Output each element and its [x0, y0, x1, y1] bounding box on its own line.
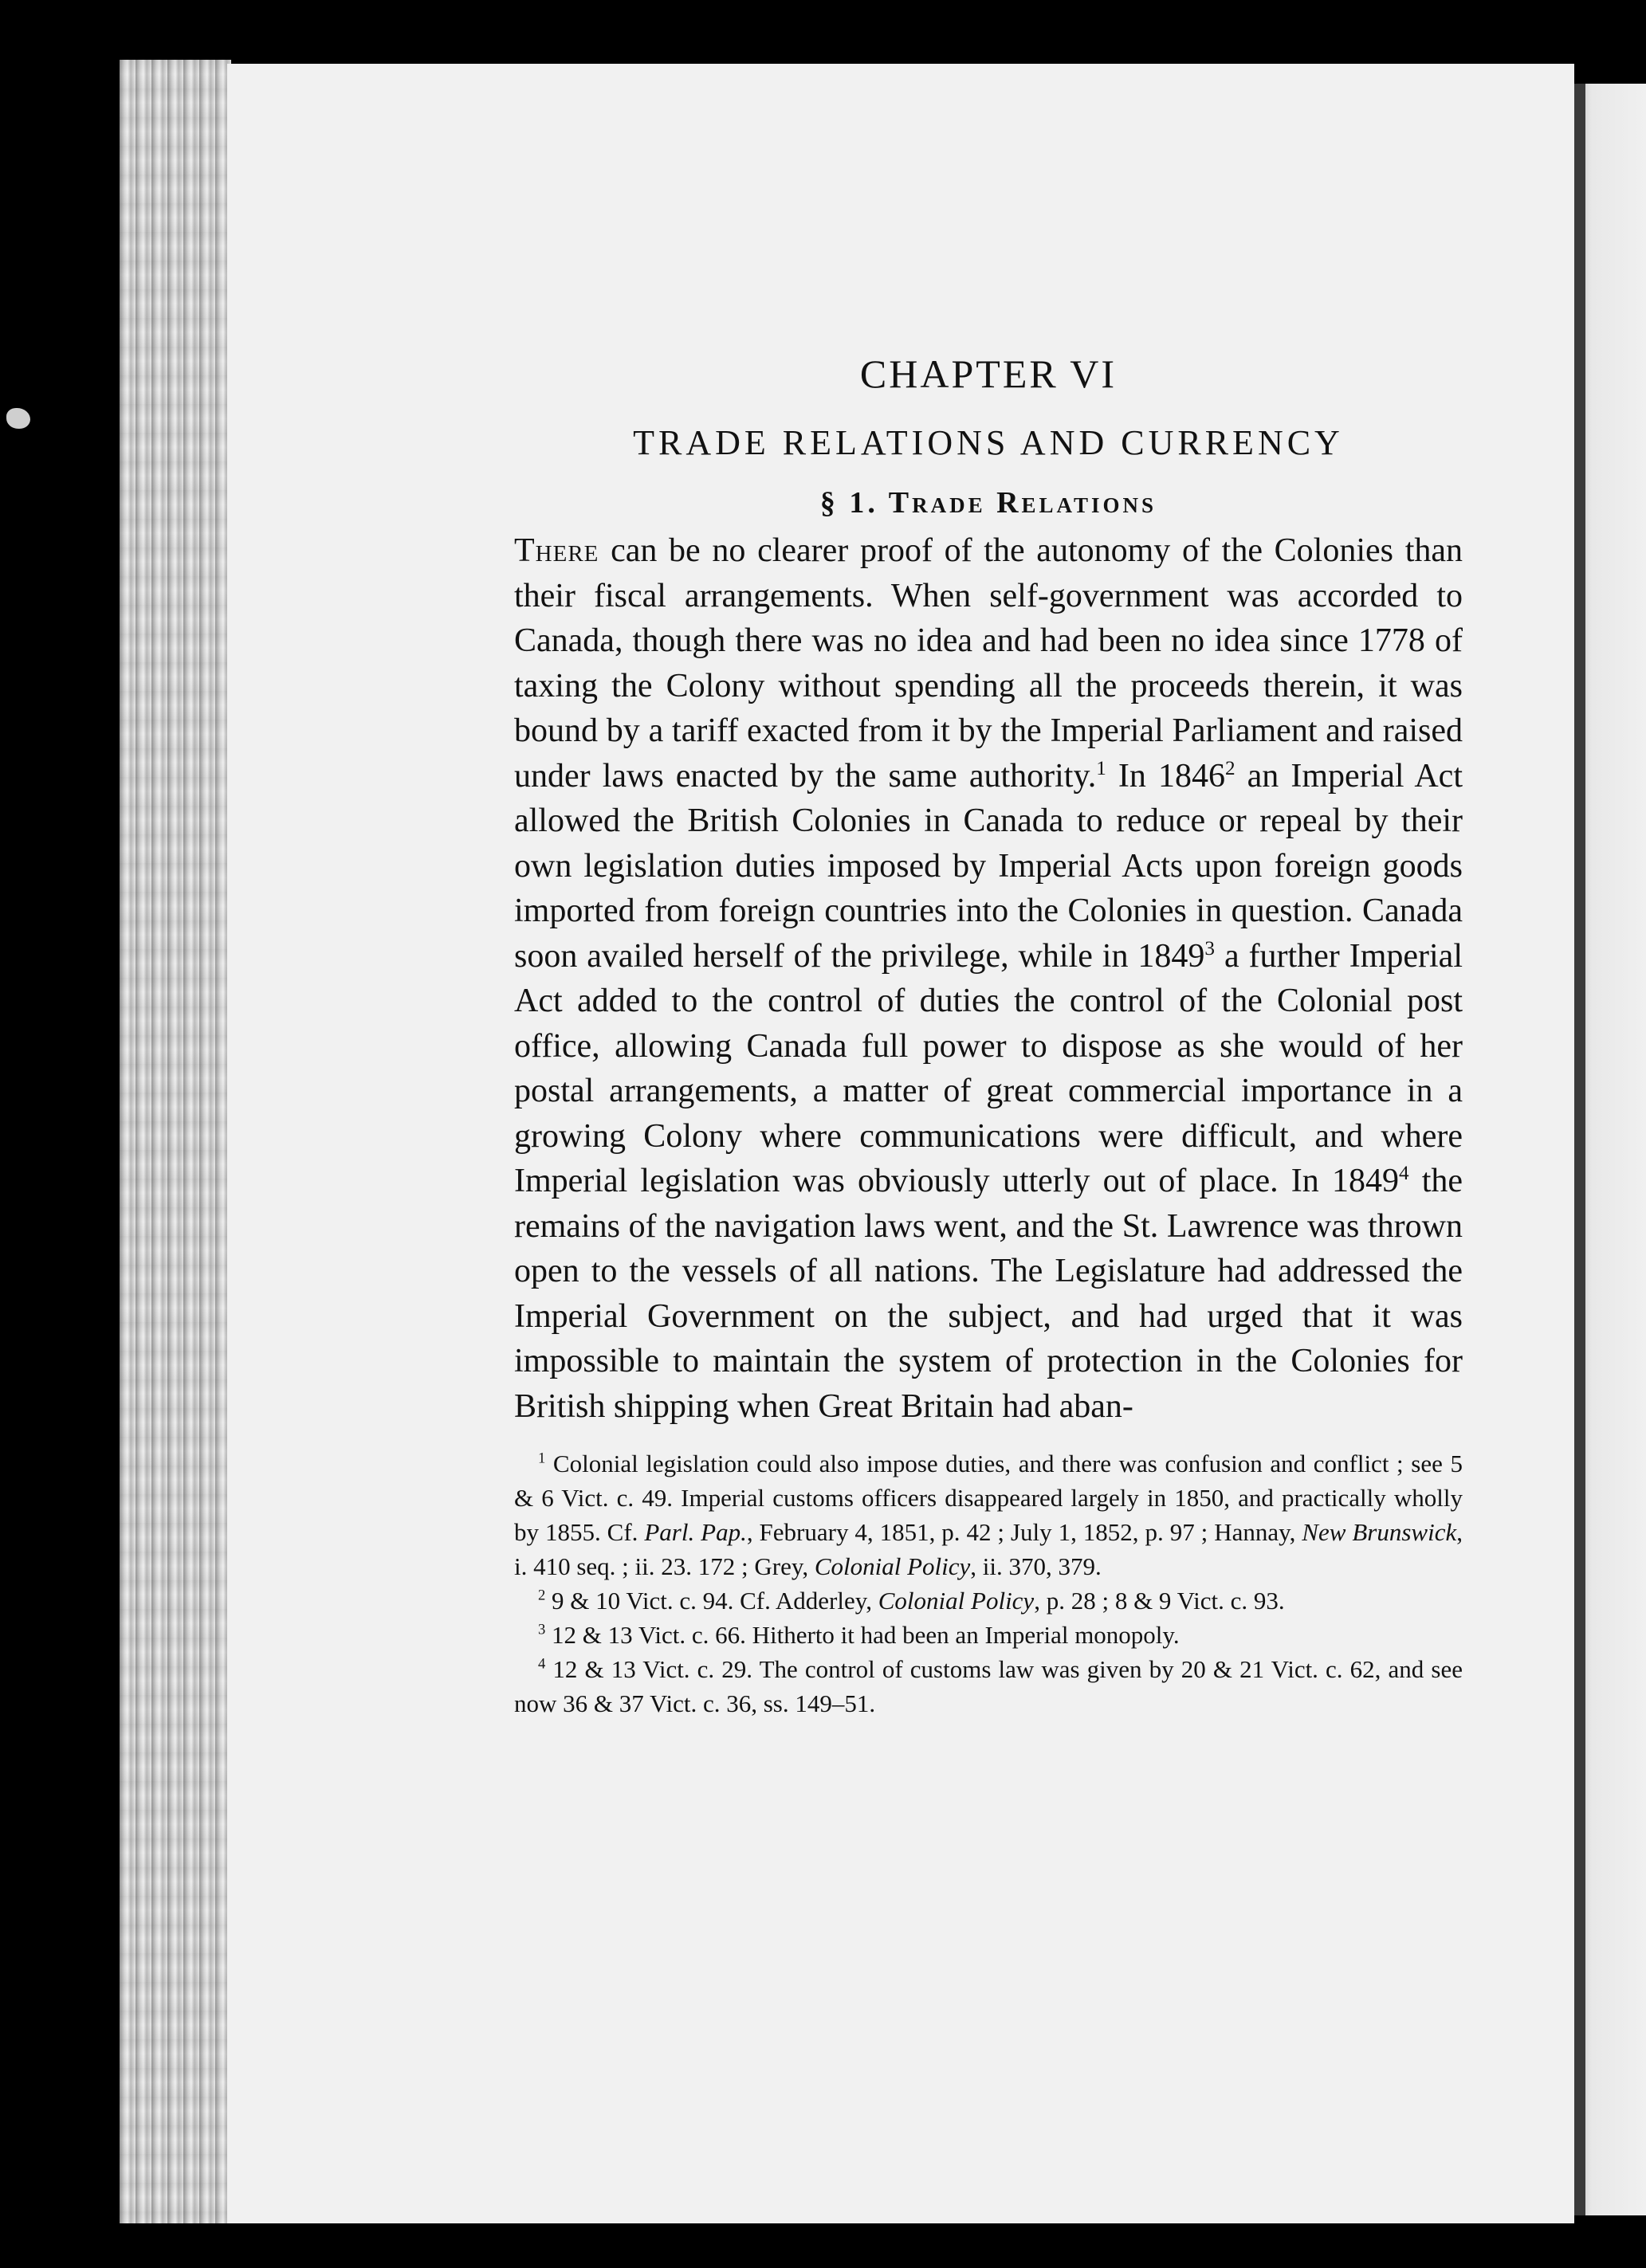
footnote-text: 12 & 13 Vict. c. 66. Hitherto it had been an Imperial monopoly. [545, 1621, 1180, 1649]
footnote-text: 12 & 13 Vict. c. 29. The control of customs law was given by 20 & 21 Vict. c. 62, and see now 36 & 37 Vict. c. 36, ss. 149–51. [514, 1655, 1463, 1717]
footnote-marker: 4 [538, 1655, 546, 1673]
footnote-marker: 1 [538, 1450, 546, 1467]
footnote-ref: 1 [1096, 757, 1106, 779]
lead-word: There [514, 532, 599, 569]
footnote-text: 9 & 10 Vict. c. 94. Cf. Adderley, [545, 1587, 878, 1615]
footnote-marker: 3 [538, 1621, 546, 1638]
footnote [514, 1446, 1463, 1583]
footnote [514, 1618, 1463, 1652]
footnote-italic: Colonial Policy [878, 1587, 1035, 1615]
right-page-edge [1574, 84, 1646, 2215]
footnote-text: , i. 410 seq. ; ii. 23. 172 ; Grey, [514, 1518, 1463, 1580]
footnote-text: , February 4, 1851, p. 42 ; July 1, 1852, p. 97 ; Hannay, [746, 1518, 1302, 1546]
footnote-italic: Colonial Policy [814, 1552, 971, 1580]
footnote [514, 1652, 1463, 1721]
footnote-italic: Parl. Pap. [644, 1518, 747, 1546]
page-edge-stack [120, 60, 231, 2223]
body-text-part: can be no clearer proof of the autonomy of the Colonies than their fiscal arrangements. When self-government was accorded to Canada, though there was no idea and had been no idea since 1778 of taxing the Colony without spending all the proceeds therein, it was bound by a tariff exacted from it by the Imperial Parliament and raised under laws enacted by the same authority. [514, 532, 1463, 795]
footnote-marker: 2 [538, 1587, 546, 1604]
body-paragraph [514, 528, 1463, 1429]
footnote [514, 1583, 1463, 1618]
body-text-part: In 1846 [1106, 757, 1225, 795]
footnote-ref: 3 [1204, 937, 1216, 959]
chapter-heading: CHAPTER VI [859, 351, 1118, 396]
footnotes [514, 1446, 1463, 1721]
footnote-text: , p. 28 ; 8 & 9 Vict. c. 93. [1034, 1587, 1285, 1615]
page-content [514, 351, 1463, 1721]
section-heading: § 1. Trade Relations [819, 486, 1157, 520]
footnote-text: Colonial legislation could also impose duties, and there was confusion and conflict ; see 5 & 6 Vict. c. 49. Imperial customs officers disappeared largely in 1850, and practically wholly by 1855. Cf. [514, 1450, 1463, 1546]
body-text-part: the remains of the navigation laws went, and the St. Lawrence was thrown open to the vessels of all nations. The Legislature had addressed the Imperial Government on the subject, and had urged that it was impossible to maintain the system of protection in the Colonies for British shipping when Great Britain had aban- [514, 1163, 1463, 1425]
body-text-part: a further Imperial Act added to the control of duties the control of the Colonial post office, allowing Canada full power to dispose as she would of her postal arrangements, a matter of great commercial importance in a growing Colony where communications were difficult, and where Imperial legislation was obviously utterly out of place. In 1849 [514, 937, 1463, 1199]
chapter-title: TRADE RELATIONS AND CURRENCY [633, 423, 1344, 462]
footnote-ref: 4 [1398, 1163, 1409, 1184]
body-text-part: an Imperial Act allowed the British Colonies in Canada to reduce or repeal by their own legislation duties imposed by Imperial Acts upon foreign goods imported from foreign countries into the Colonies in question. Canada soon availed herself of the privilege, while in 1849 [514, 757, 1463, 975]
scan-artifact [6, 408, 30, 429]
footnote-italic: New Brunswick [1302, 1518, 1457, 1546]
footnote-text: , ii. 370, 379. [970, 1552, 1102, 1580]
footnote-ref: 2 [1224, 757, 1235, 779]
